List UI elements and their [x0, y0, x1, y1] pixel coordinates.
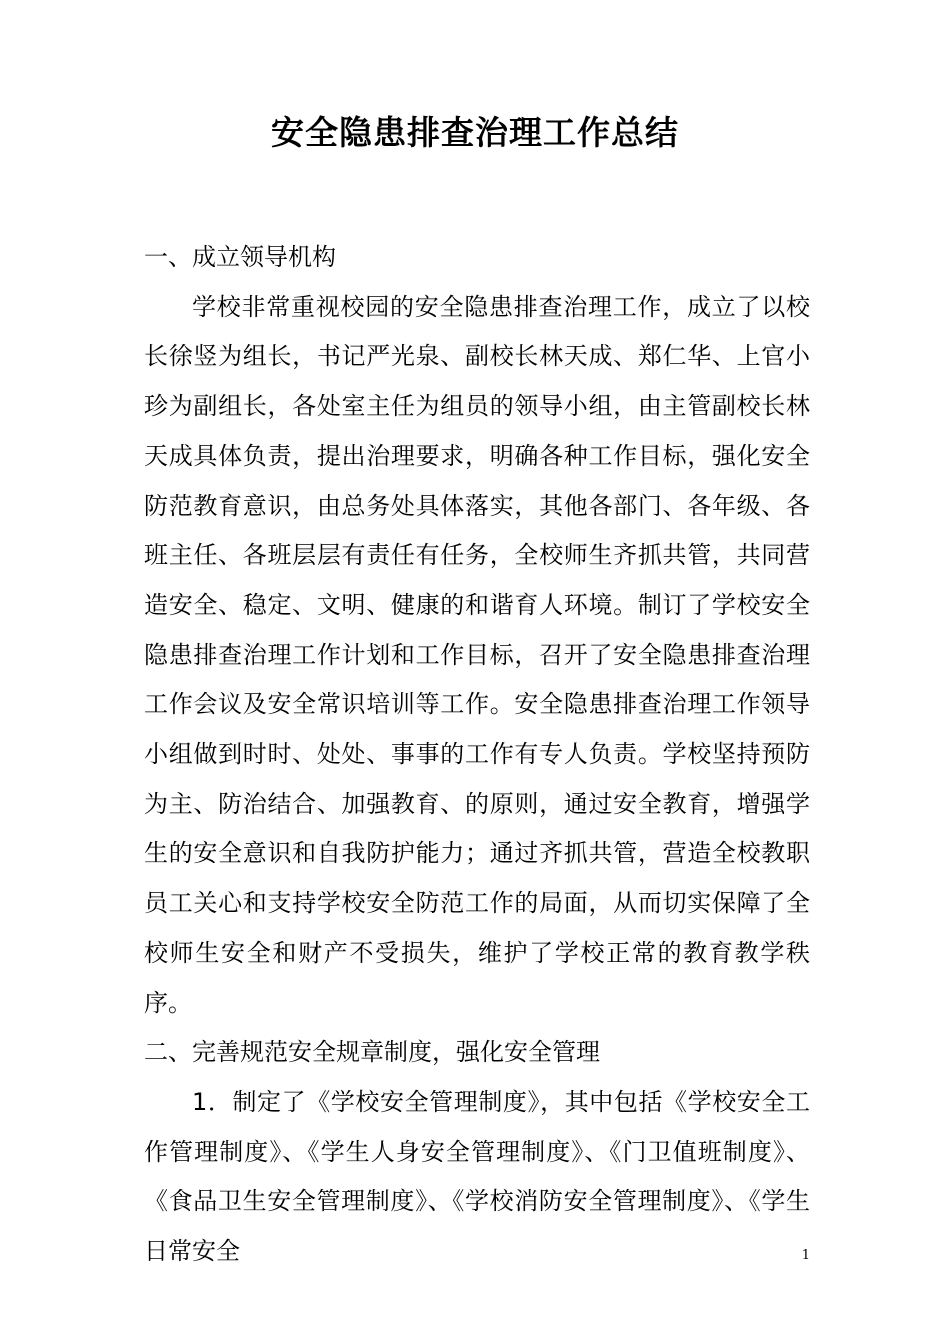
section-1-paragraph: 学校非常重视校园的安全隐患排查治理工作，成立了以校长徐竖为组长，书记严光泉、副校长林天成、郑仁华、上官小珍为副组长，各处室主任为组员的领导小组，由主管副校长林天成具体负责，提出治理要求，明确各种工作目标，强化安全防范教育意识，由总务处具体落实，其他各部门、各年级、各班主任、各班层层有责任有任务，全校师生齐抓共管，共同营造安全、稳定、文明、健康的和谐育人环境。制订了学校安全隐患排查治理工作计划和工作目标，召开了安全隐患排查治理工作会议及安全常识培训等工作。安全隐患排查治理工作领导小组做到时时、处处、事事的工作有专人负责。学校坚持预防为主、防治结合、加强教育、的原则，通过安全教育，增强学生的安全意识和自我防护能力；通过齐抓共管，营造全校教职员工关心和支持学校安全防范工作的局面，从而切实保障了全校师生安全和财产不受损失，维护了学校正常的教育教学秩序。	[144, 292, 810, 1017]
document-body	[144, 233, 810, 1277]
section-heading-1: 一、成立领导机构	[144, 243, 336, 271]
section-heading-2: 二、完善规范安全规章制度，强化安全管理	[144, 1038, 600, 1067]
document-title: 安全隐患排查治理工作总结	[271, 113, 679, 152]
section-2-paragraph-1: 1．制定了《学校安全管理制度》，其中包括《学校安全工作管理制度》、《学生人身安全管理制度》、《门卫值班制度》、《食品卫生安全管理制度》、《学校消防安全管理制度》、《学生日常安全	[144, 1087, 810, 1266]
page-number: 1	[801, 1248, 810, 1263]
